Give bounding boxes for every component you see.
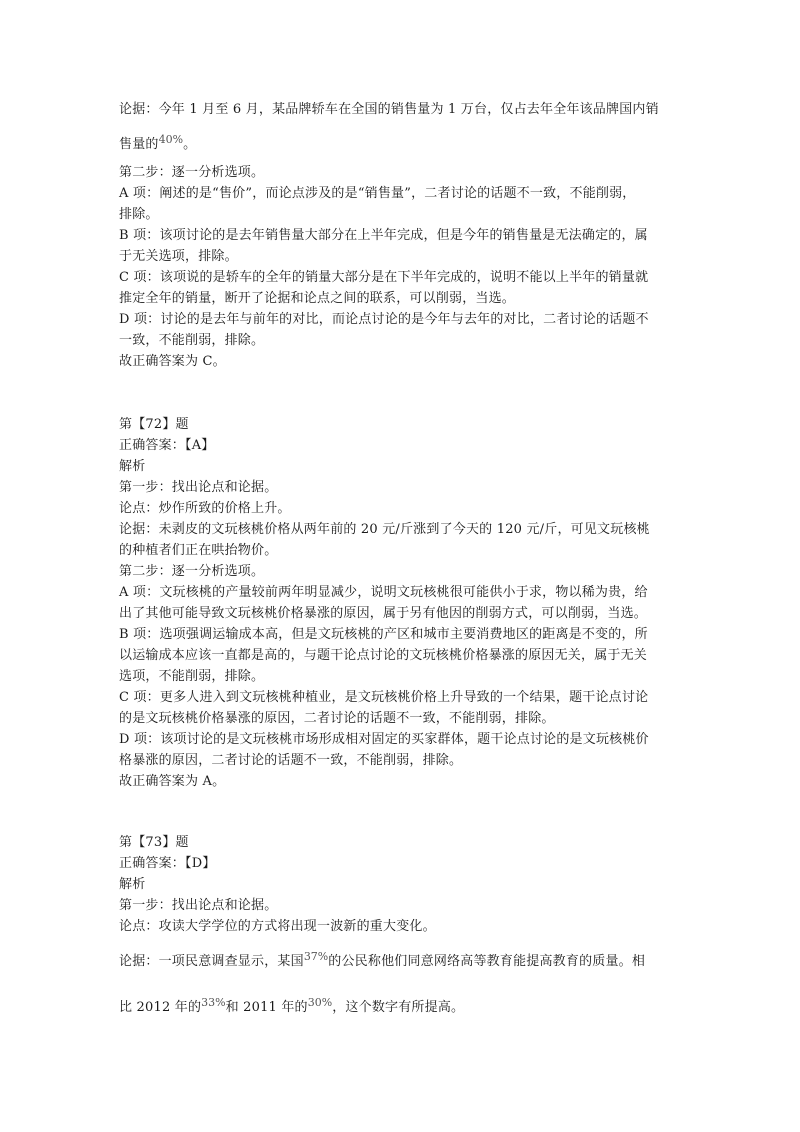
text-line: [119, 205, 159, 225]
text-segment: 的种植者们正在哄抬物价。: [119, 543, 278, 558]
text-line: [119, 226, 648, 246]
text-line: [119, 352, 226, 372]
text-segment: 论点：炒作所致的价格上升。: [119, 501, 291, 516]
text-line: [119, 247, 238, 267]
text-line: [119, 667, 264, 687]
text-segment: 正确答案：【D】: [119, 856, 216, 871]
text-line: [119, 184, 636, 204]
text-line: [119, 688, 648, 708]
text-line: [119, 709, 555, 729]
text-line: [119, 562, 264, 582]
text-segment: A 项：文玩核桃的产量较前两年明显减少，说明文玩核桃很可能供小于求，物以稀为贵，给: [119, 585, 648, 600]
text-segment: 正确答案：【A】: [119, 438, 215, 453]
text-segment: 第一步：找出论点和论据。: [119, 480, 278, 495]
text-segment: 比 2012 年的: [119, 1000, 202, 1015]
text-segment: 和 2011 年的: [225, 1000, 308, 1015]
text-line: [119, 520, 650, 540]
text-line: [119, 541, 277, 561]
text-line: [119, 854, 216, 874]
text-line: [119, 947, 645, 972]
text-segment: 第二步：逐一分析选项。: [119, 165, 265, 180]
text-line: [119, 604, 647, 624]
text-segment: A 项：阐述的是“售价”，而论点涉及的是“销售量”，二者讨论的话题不一致，不能削弱，: [119, 186, 636, 201]
text-segment: 售量的: [119, 137, 159, 152]
text-segment: 格暴涨的原因，二者讨论的话题不一致，不能削弱，排除。: [119, 753, 463, 768]
text-segment: B 项：选项强调运输成本高，但是文玩核桃的产区和城市主要消费地区的距离是不变的，所: [119, 627, 648, 642]
percentage-value: 33%: [201, 996, 226, 1009]
percentage-value: 37%: [303, 950, 329, 963]
text-line: [119, 772, 225, 792]
text-segment: 论据：今年 1 月至 6 月，某品牌轿车在全国的销售量为 1 万台，仅占去年全年该品牌国内销: [119, 102, 659, 117]
text-line: [119, 130, 196, 155]
text-segment: 第一步：找出论点和论据。: [119, 898, 278, 913]
text-line: [119, 917, 436, 937]
text-line: [119, 457, 145, 477]
text-line: [119, 583, 648, 603]
text-line: [119, 415, 189, 435]
text-segment: 第【73】题: [119, 835, 189, 850]
text-line: [119, 875, 145, 895]
text-line: [119, 163, 264, 183]
text-line: [119, 331, 264, 351]
text-segment: 第【72】题: [119, 417, 189, 432]
text-segment: 论点：攻读大学学位的方式将出现一波新的重大变化。: [119, 919, 436, 934]
text-segment: D 项：该项讨论的是文玩核桃市场形成相对固定的买家群体，题干论点讨论的是文玩核桃价: [119, 732, 649, 747]
text-line: [119, 730, 649, 750]
text-segment: 故正确答案为 A。: [119, 774, 226, 789]
percentage-value: 30%: [307, 996, 333, 1009]
text-line: [119, 833, 189, 853]
text-segment: 的公民称他们同意网络高等教育能提高教育的质量。相: [328, 954, 646, 969]
text-segment: 于无关选项，排除。: [119, 249, 238, 264]
text-line: [119, 436, 215, 456]
text-segment: ，这个数字有所提高。: [332, 1000, 465, 1015]
text-segment: 选项，不能削弱，排除。: [119, 669, 265, 684]
text-segment: D 项：讨论的是去年与前年的对比，而论点讨论的是今年与去年的对比，二者讨论的话题不: [119, 312, 649, 327]
text-line: [119, 625, 648, 645]
text-segment: C 项：更多人进入到文玩核桃种植业，是文玩核桃价格上升导致的一个结果，题干论点讨论: [119, 690, 649, 705]
text-segment: 。: [183, 137, 197, 152]
percentage-value: 40%: [158, 133, 184, 146]
text-line: [119, 268, 648, 288]
text-line: [119, 646, 647, 666]
text-segment: 推定全年的销量，断开了论据和论点之间的联系，可以削弱，当选。: [119, 291, 516, 306]
text-segment: 故正确答案为 C。: [119, 354, 226, 369]
text-segment: C 项：该项说的是轿车的全年的销量大部分是在下半年完成的，说明不能以上半年的销量就: [119, 270, 649, 285]
text-line: [119, 896, 277, 916]
text-line: [119, 289, 515, 309]
text-line: [119, 100, 659, 120]
text-line: [119, 993, 464, 1018]
text-segment: 论据：一项民意调查显示，某国: [119, 954, 304, 969]
text-segment: 以运输成本应该一直都是高的，与题干论点讨论的文玩核桃价格暴涨的原因无关，属于无关: [119, 648, 648, 663]
text-line: [119, 310, 649, 330]
text-segment: 论据：未剥皮的文玩核桃价格从两年前的 20 元/斤涨到了今天的 120 元/斤，可见文玩核桃: [119, 522, 650, 537]
text-segment: 排除。: [119, 207, 159, 222]
text-segment: 解析: [119, 877, 146, 892]
text-line: [119, 478, 277, 498]
text-line: [119, 499, 291, 519]
text-line: [119, 751, 462, 771]
text-segment: 第二步：逐一分析选项。: [119, 564, 265, 579]
text-segment: 解析: [119, 459, 146, 474]
text-segment: B 项：该项讨论的是去年销售量大部分在上半年完成，但是今年的销售量是无法确定的，属: [119, 228, 648, 243]
text-segment: 出了其他可能导致文玩核桃价格暴涨的原因，属于另有他因的削弱方式，可以削弱，当选。: [119, 606, 648, 621]
text-segment: 一致，不能削弱，排除。: [119, 333, 265, 348]
text-segment: 的是文玩核桃价格暴涨的原因，二者讨论的话题不一致，不能削弱，排除。: [119, 711, 555, 726]
